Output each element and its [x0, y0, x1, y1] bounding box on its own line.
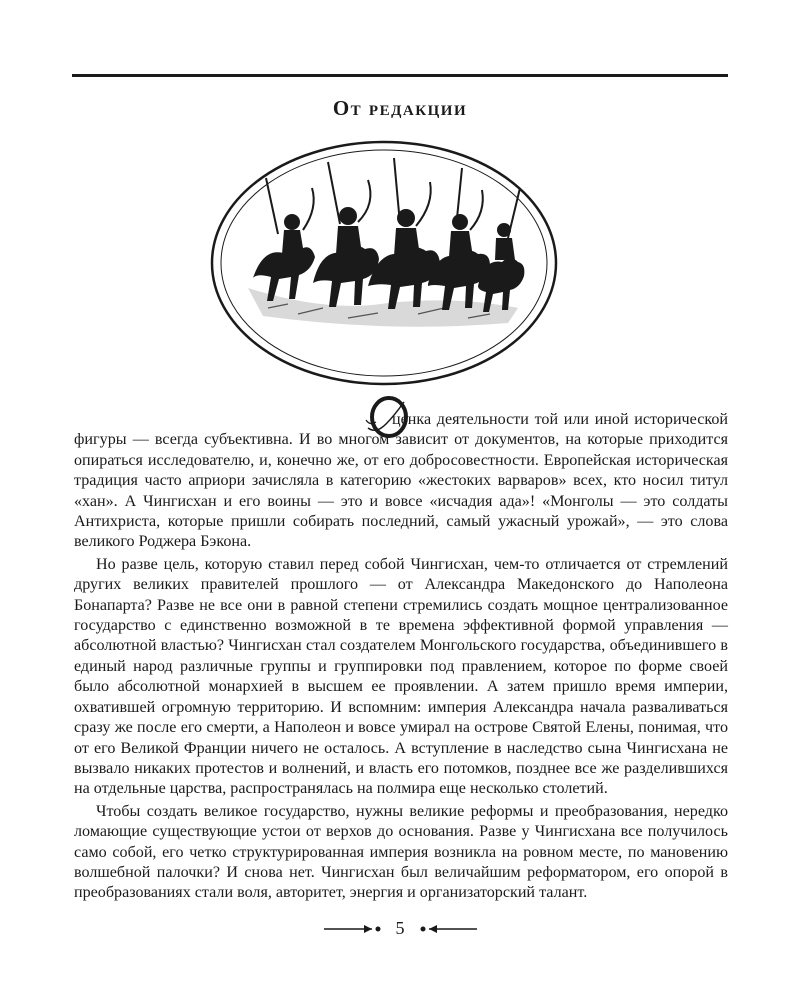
- page-title: От редакции: [332, 96, 468, 120]
- page-number: 5: [395, 918, 405, 938]
- mongol-horsemen-vignette-icon: [208, 138, 560, 388]
- article-body: [74, 410, 728, 904]
- paragraph-2: Но разве цель, которую ставил перед собой Чингисхан, чем-то отличается от стремлений других великих правителей прошлого — от Александра Македонского до Наполеона Бонапарта? Разве не все они в равной степени стремились создать мощное централизованное государство с единственно возможной в те времена эффективной формой управления — абсолютной властью? Чингисхан стал создателем Монгольского государства, объединившего в единый народ различные группы и группировки под правлением, которое по форме своей было абсолютной монархией в высшем ее проявлении. А затем пришло время империи, охватившей огромную территорию. И вспомним: империя Александра начала разваливаться сразу же после его смерти, а Наполеон и вовсе умирал на острове Святой Елены, понимая, что от его Великой Франции ничего не осталось. А вступление в наследство сына Чингисхана не вызвало никаких протестов и волнений, и власть его потомков, позднее все же разделившихся на отдельные царства, распространялась на полмира еще несколько столетий.: [74, 555, 728, 798]
- left-ornament-icon: [324, 922, 384, 936]
- header-rule: [72, 74, 728, 77]
- page-footer: [0, 918, 800, 939]
- paragraph-1-text: ценка деятельности той или иной исторической фигуры — всегда субъективна. И во многом зависит от документов, на которые приходится опираться исследователю, и, конечно же, от его добросовестности. Европейская историческая традиция часто априори зачисляла в категорию «жестоких варваров» всех, кто носил титул «хан». А Чингисхан и его воины — это и вовсе «исчадия ада»! «Монголы — это солдаты Антихриста, которые пришли собирать последний, самый ужасный урожай», — это слова великого Роджера Бэкона.: [74, 411, 728, 551]
- paragraph-3: Чтобы создать великое государство, нужны великие реформы и преобразования, нередко ломающие существующие устои от верхов до основания. Разве у Чингисхана все получилось само собой, его четко структурированная империя возникла на ровном месте, по мановению волшебной палочки? И снова нет. Чингисхан был величайшим реформатором, его опорой в преобразованиях стали воля, авторитет, энергия и организаторский талант.: [74, 802, 728, 902]
- right-ornament-icon: [417, 922, 477, 936]
- dropcap-o-icon: [364, 394, 410, 440]
- paragraph-1: [74, 410, 728, 553]
